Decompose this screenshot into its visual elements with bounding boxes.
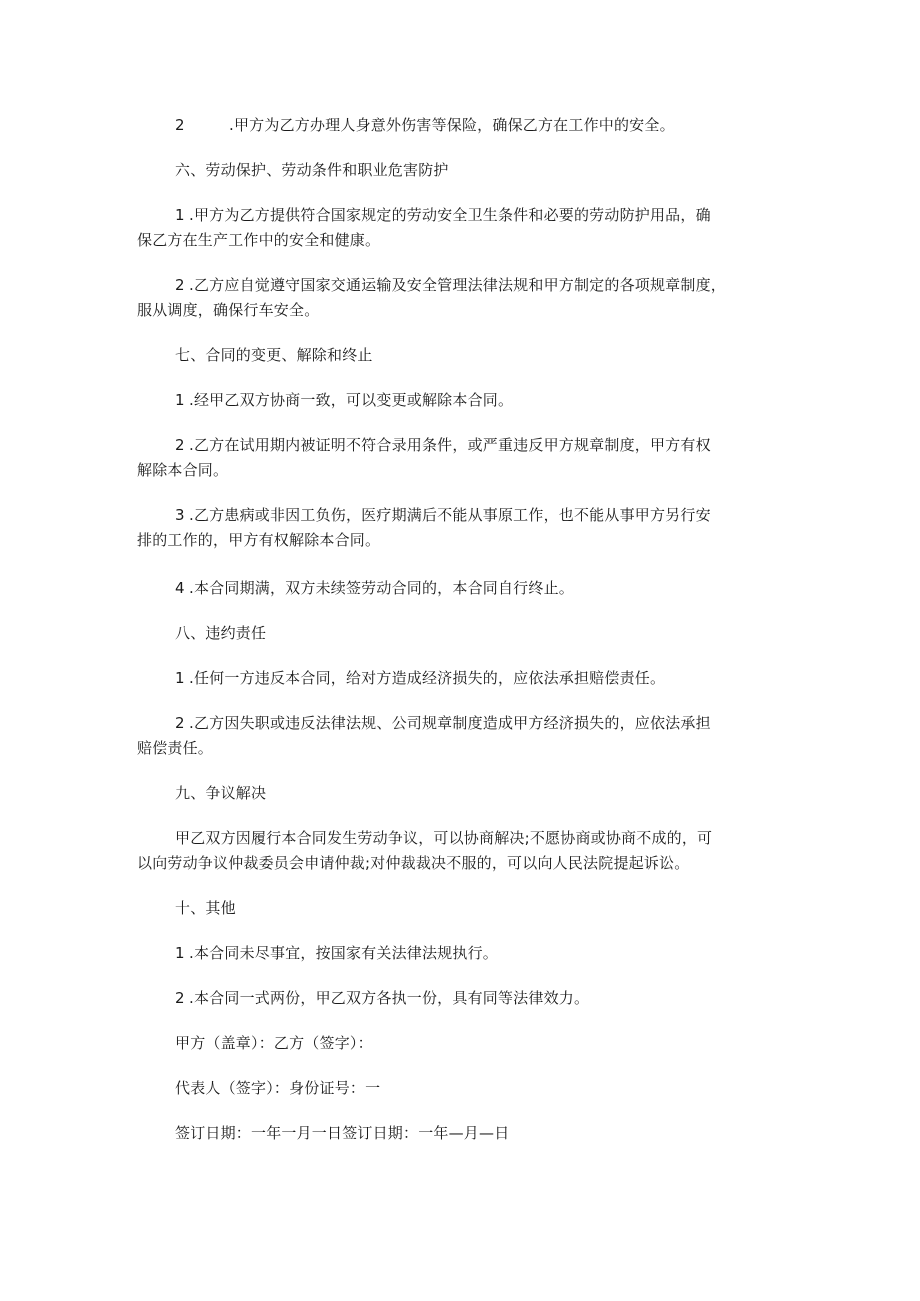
s5-item-2	[175, 115, 675, 135]
section-heading-8: 八、违约责任	[175, 624, 267, 642]
item-text: .本合同未尽事宜，按国家有关法律法规执行。	[189, 944, 498, 962]
item-text: .乙方应自觉遵守国家交通运输及安全管理法律法规和甲方制定的各项规章制度，	[189, 276, 726, 294]
item-number: 2	[175, 276, 185, 294]
item-number: 2	[175, 989, 185, 1007]
s6-item-1-line-1	[175, 205, 711, 225]
item-text: .经甲乙双方协商一致，可以变更或解除本合同。	[189, 391, 514, 409]
section-heading-10: 十、其他	[175, 899, 236, 917]
s7-item-3-line-1	[175, 505, 711, 525]
item-number: 4	[175, 579, 185, 597]
item-number: 1	[175, 944, 185, 962]
s6-item-1-line-2: 保乙方在生产工作中的安全和健康。	[137, 231, 381, 249]
item-number: 1	[175, 206, 185, 224]
item-number: 1	[175, 391, 185, 409]
item-number: 2	[175, 436, 185, 454]
s6-item-2-line-2: 服从调度，确保行车安全。	[137, 301, 320, 319]
item-text: .甲方为乙方提供符合国家规定的劳动安全卫生条件和必要的劳动防护用品，确	[189, 206, 711, 224]
section-heading-9: 九、争议解决	[175, 784, 267, 802]
signature-representative: 代表人（签字）：身份证号：一	[175, 1079, 381, 1097]
item-text: .本合同期满，双方未续签劳动合同的，本合同自行终止。	[189, 579, 574, 597]
signature-date: 签订日期：一年一月一日签订日期：一年—月—日	[175, 1124, 510, 1142]
item-number: 1	[175, 669, 185, 687]
s7-item-1	[175, 390, 513, 410]
s6-item-2-line-1	[175, 275, 726, 295]
item-number: 2	[175, 714, 185, 732]
s7-item-4	[175, 578, 574, 598]
item-number: 2	[175, 116, 185, 134]
item-text: .甲方为乙方办理人身意外伤害等保险，确保乙方在工作中的安全。	[229, 116, 675, 134]
item-text: .乙方因失职或违反法律法规、公司规章制度造成甲方经济损失的，应依法承担	[189, 714, 711, 732]
s8-item-2-line-2: 赔偿责任。	[137, 739, 214, 757]
s9-paragraph-line-1: 甲乙双方因履行本合同发生劳动争议，可以协商解决;不愿协商或协商不成的，可	[175, 829, 713, 847]
section-heading-7: 七、合同的变更、解除和终止	[175, 346, 373, 364]
item-text: .乙方患病或非因工负伤，医疗期满后不能从事原工作，也不能从事甲方另行安	[189, 506, 711, 524]
s7-item-2-line-2: 解除本合同。	[137, 461, 229, 479]
s7-item-2-line-1	[175, 435, 711, 455]
s10-item-1	[175, 943, 498, 963]
s8-item-2-line-1	[175, 713, 711, 733]
item-text: .乙方在试用期内被证明不符合录用条件，或严重违反甲方规章制度，甲方有权	[189, 436, 711, 454]
item-number: 3	[175, 506, 185, 524]
item-text: .任何一方违反本合同，给对方造成经济损失的，应依法承担赔偿责任。	[189, 669, 666, 687]
item-text: .本合同一式两份，甲乙双方各执一份，具有同等法律效力。	[189, 989, 590, 1007]
s9-paragraph-line-2: 以向劳动争议仲裁委员会申请仲裁;对仲裁裁决不服的，可以向人民法院提起诉讼。	[137, 854, 690, 872]
section-heading-6: 六、劳动保护、劳动条件和职业危害防护	[175, 161, 449, 179]
s10-item-2	[175, 988, 589, 1008]
s8-item-1	[175, 668, 665, 688]
signature-parties: 甲方（盖章）：乙方（签字）：	[175, 1034, 373, 1052]
s7-item-3-line-2: 排的工作的，甲方有权解除本合同。	[137, 531, 381, 549]
